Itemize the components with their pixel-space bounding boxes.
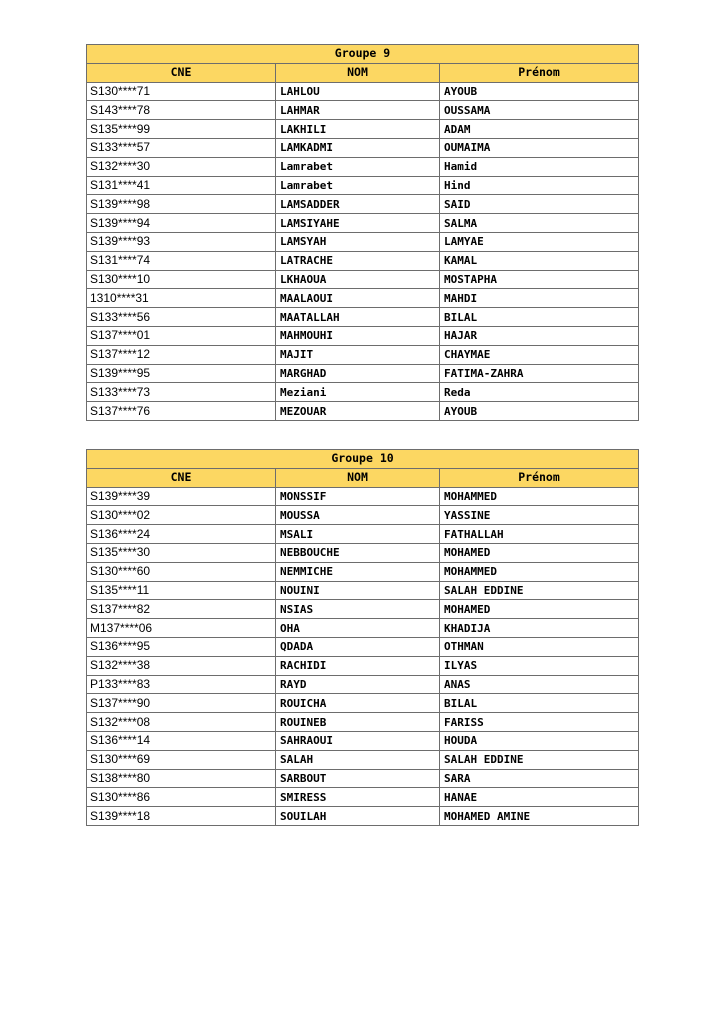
prenom-cell: MOHAMMED [440,562,639,581]
nom-cell: ROUICHA [276,694,440,713]
nom-cell: NEMMICHE [276,562,440,581]
cne-cell: S139****95 [87,364,276,383]
prenom-cell: Reda [440,383,639,402]
table-row [87,120,639,139]
group-10-body [87,487,639,825]
cne-cell: S136****95 [87,637,276,656]
cne-cell: S130****86 [87,788,276,807]
table-row [87,232,639,251]
table-row [87,138,639,157]
nom-cell: RAYD [276,675,440,694]
nom-cell: Lamrabet [276,157,440,176]
nom-cell: LATRACHE [276,251,440,270]
table-row [87,600,639,619]
prenom-cell: HAJAR [440,326,639,345]
group-9-body [87,82,639,420]
cne-cell: S139****94 [87,214,276,233]
table-row [87,731,639,750]
prenom-cell: MOSTAPHA [440,270,639,289]
prenom-cell: SALAH EDDINE [440,581,639,600]
cne-cell: S137****82 [87,600,276,619]
nom-cell: MARGHAD [276,364,440,383]
table-row [87,750,639,769]
prenom-cell: AYOUB [440,82,639,101]
table-row [87,619,639,638]
cne-cell: S132****30 [87,157,276,176]
prenom-cell: FARISS [440,713,639,732]
prenom-cell: MOHAMED AMINE [440,807,639,826]
cne-cell: S139****98 [87,195,276,214]
nom-cell: OHA [276,619,440,638]
nom-cell: MONSSIF [276,487,440,506]
nom-cell: ROUINEB [276,713,440,732]
cne-cell: S137****01 [87,326,276,345]
prenom-cell: OUMAIMA [440,138,639,157]
cne-cell: S131****41 [87,176,276,195]
prenom-cell: ADAM [440,120,639,139]
cne-cell: S130****02 [87,506,276,525]
table-row [87,506,639,525]
nom-cell: LAMSIYAHE [276,214,440,233]
nom-cell: MAATALLAH [276,308,440,327]
table-row [87,214,639,233]
prenom-cell: KAMAL [440,251,639,270]
table-row [87,656,639,675]
prenom-cell: MAHDI [440,289,639,308]
cne-cell: S135****11 [87,581,276,600]
prenom-cell: SAID [440,195,639,214]
nom-cell: LAMSYAH [276,232,440,251]
table-row [87,581,639,600]
prenom-cell: MOHAMED [440,543,639,562]
table-row [87,364,639,383]
cne-cell: S133****56 [87,308,276,327]
cne-cell: S130****71 [87,82,276,101]
table-row [87,637,639,656]
header-row [87,63,639,82]
table-row [87,326,639,345]
prenom-cell: BILAL [440,308,639,327]
prenom-cell: KHADIJA [440,619,639,638]
nom-cell: MOUSSA [276,506,440,525]
nom-cell: SALAH [276,750,440,769]
nom-cell: MSALI [276,525,440,544]
nom-cell: LAHLOU [276,82,440,101]
nom-cell: Lamrabet [276,176,440,195]
nom-cell: MAJIT [276,345,440,364]
table-row [87,402,639,421]
cne-cell: S139****18 [87,807,276,826]
cne-cell: M137****06 [87,619,276,638]
table-row [87,176,639,195]
nom-cell: SMIRESS [276,788,440,807]
prenom-cell: BILAL [440,694,639,713]
header-nom: NOM [276,468,440,487]
cne-cell: S135****30 [87,543,276,562]
cne-cell: S138****80 [87,769,276,788]
cne-cell: S133****73 [87,383,276,402]
cne-cell: S139****39 [87,487,276,506]
prenom-cell: OTHMAN [440,637,639,656]
cne-cell: P133****83 [87,675,276,694]
cne-cell: S133****57 [87,138,276,157]
prenom-cell: MOHAMMED [440,487,639,506]
group-10-table [86,449,639,826]
nom-cell: Meziani [276,383,440,402]
header-row [87,468,639,487]
header-cne: CNE [87,63,276,82]
cne-cell: S143****78 [87,101,276,120]
table-row [87,308,639,327]
table-row [87,82,639,101]
table-row [87,157,639,176]
cne-cell: S130****69 [87,750,276,769]
header-prenom: Prénom [440,468,639,487]
table-row [87,788,639,807]
nom-cell: QDADA [276,637,440,656]
cne-cell: S137****12 [87,345,276,364]
prenom-cell: HANAE [440,788,639,807]
prenom-cell: Hind [440,176,639,195]
nom-cell: LAMSADDER [276,195,440,214]
nom-cell: SAHRAOUI [276,731,440,750]
table-row [87,195,639,214]
table-row [87,562,639,581]
cne-cell: S137****76 [87,402,276,421]
header-prenom: Prénom [440,63,639,82]
prenom-cell: AYOUB [440,402,639,421]
nom-cell: NEBBOUCHE [276,543,440,562]
cne-cell: S130****60 [87,562,276,581]
table-row [87,807,639,826]
table-row [87,543,639,562]
header-nom: NOM [276,63,440,82]
nom-cell: SARBOUT [276,769,440,788]
nom-cell: NOUINI [276,581,440,600]
cne-cell: S132****08 [87,713,276,732]
table-row [87,289,639,308]
table-row [87,251,639,270]
table-row [87,675,639,694]
cne-cell: S139****93 [87,232,276,251]
group-title: Groupe 10 [87,450,639,469]
prenom-cell: Hamid [440,157,639,176]
prenom-cell: ANAS [440,675,639,694]
cne-cell: S135****99 [87,120,276,139]
prenom-cell: SALMA [440,214,639,233]
prenom-cell: FATIMA-ZAHRA [440,364,639,383]
cne-cell: S136****24 [87,525,276,544]
nom-cell: MAHMOUHI [276,326,440,345]
header-cne: CNE [87,468,276,487]
group-title-row [87,45,639,64]
prenom-cell: SARA [440,769,639,788]
cne-cell: S137****90 [87,694,276,713]
nom-cell: LAMKADMI [276,138,440,157]
table-row [87,769,639,788]
table-row [87,345,639,364]
table-row [87,270,639,289]
prenom-cell: YASSINE [440,506,639,525]
group-title-row [87,450,639,469]
table-row [87,383,639,402]
nom-cell: NSIAS [276,600,440,619]
prenom-cell: HOUDA [440,731,639,750]
table-row [87,525,639,544]
prenom-cell: OUSSAMA [440,101,639,120]
prenom-cell: MOHAMED [440,600,639,619]
table-row [87,694,639,713]
group-title: Groupe 9 [87,45,639,64]
cne-cell: S131****74 [87,251,276,270]
nom-cell: LAKHILI [276,120,440,139]
cne-cell: S136****14 [87,731,276,750]
prenom-cell: SALAH EDDINE [440,750,639,769]
nom-cell: RACHIDI [276,656,440,675]
group-9-table [86,44,639,421]
nom-cell: LAHMAR [276,101,440,120]
nom-cell: MEZOUAR [276,402,440,421]
cne-cell: S132****38 [87,656,276,675]
prenom-cell: CHAYMAE [440,345,639,364]
cne-cell: 1310****31 [87,289,276,308]
prenom-cell: LAMYAE [440,232,639,251]
table-row [87,101,639,120]
nom-cell: MAALAOUI [276,289,440,308]
prenom-cell: FATHALLAH [440,525,639,544]
table-row [87,487,639,506]
nom-cell: LKHAOUA [276,270,440,289]
nom-cell: SOUILAH [276,807,440,826]
prenom-cell: ILYAS [440,656,639,675]
cne-cell: S130****10 [87,270,276,289]
table-row [87,713,639,732]
